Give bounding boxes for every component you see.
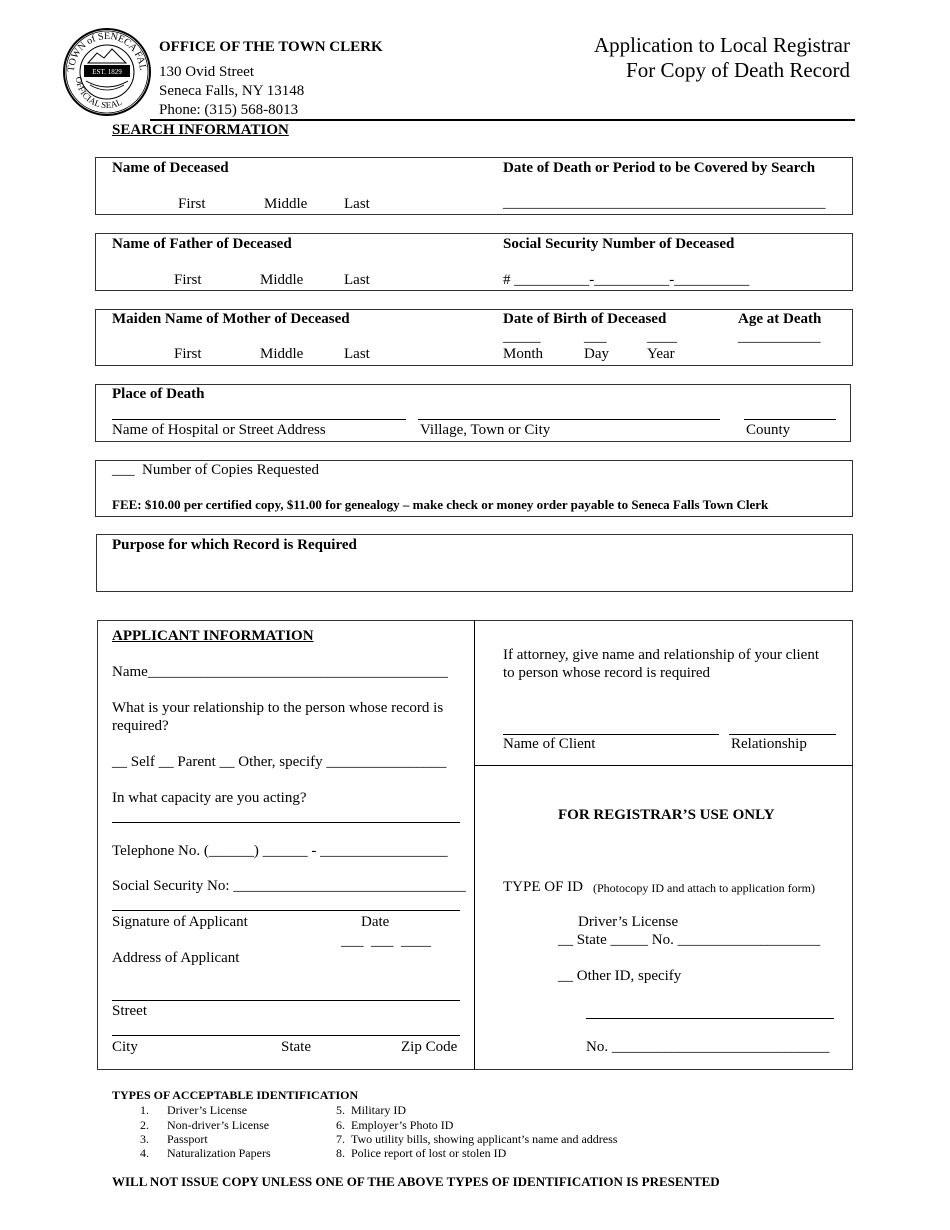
deceased-last-label: Last xyxy=(344,196,370,212)
village-label: Village, Town or City xyxy=(420,422,551,438)
deceased-first-label: First xyxy=(178,196,206,212)
mother-middle-label: Middle xyxy=(260,346,304,362)
dob-year-label: Year xyxy=(647,346,675,362)
date-of-death-label: Date of Death or Period to be Covered by Search xyxy=(503,160,816,176)
signature-label: Signature of Applicant xyxy=(112,914,248,930)
father-middle-label: Middle xyxy=(260,272,304,288)
id-type-2-num: 2. xyxy=(140,1118,149,1132)
drivers-license-label: Driver’s License xyxy=(578,914,679,930)
footer-warning: WILL NOT ISSUE COPY UNLESS ONE OF THE ABOVE TYPES OF IDENTIFICATION IS PRESENTED xyxy=(112,1174,720,1189)
client-relationship-label: Relationship xyxy=(731,736,807,752)
svg-text:OFFICIAL SEAL xyxy=(74,76,124,110)
date-of-death-field[interactable]: ___________________________________________ xyxy=(503,195,826,211)
seal-est: EST. 1829 xyxy=(92,68,122,76)
dob-month-field[interactable]: _____ xyxy=(503,329,541,345)
deceased-label: Name of Deceased xyxy=(112,160,229,176)
dob-year-field[interactable]: ____ xyxy=(647,329,677,345)
attorney-text-line1: If attorney, give name and relationship of your client xyxy=(503,647,820,663)
ssn-deceased-field[interactable]: # __________-__________-__________ xyxy=(503,272,750,288)
zip-label: Zip Code xyxy=(401,1039,458,1055)
applicant-heading: APPLICANT INFORMATION xyxy=(112,628,314,644)
deceased-middle-label: Middle xyxy=(264,196,308,212)
place-of-death-label: Place of Death xyxy=(112,386,205,402)
street-field[interactable] xyxy=(112,1000,460,1001)
village-field[interactable] xyxy=(418,419,720,420)
id-type-5-num: 5. xyxy=(336,1103,345,1117)
form-title-line1: Application to Local Registrar xyxy=(593,33,850,57)
relationship-question-line1: What is your relationship to the person whose record is xyxy=(112,700,444,716)
address-label: Address of Applicant xyxy=(112,950,240,966)
county-label: County xyxy=(746,422,791,438)
header-rule xyxy=(150,119,855,121)
capacity-label: In what capacity are you acting? xyxy=(112,790,307,806)
id-number-field[interactable]: No. _____________________________ xyxy=(586,1039,830,1055)
hospital-label: Name of Hospital or Street Address xyxy=(112,422,326,438)
type-of-id-note: (Photocopy ID and attach to application form) xyxy=(593,881,815,895)
id-type-5-label: Military ID xyxy=(351,1103,406,1117)
mother-last-label: Last xyxy=(344,346,370,362)
office-name: OFFICE OF THE TOWN CLERK xyxy=(159,39,383,55)
form-title-line2: For Copy of Death Record xyxy=(626,58,850,82)
relationship-question-line2: required? xyxy=(112,718,169,734)
father-label: Name of Father of Deceased xyxy=(112,236,292,252)
id-type-3-label: Passport xyxy=(167,1132,208,1146)
age-at-death-field[interactable]: ___________ xyxy=(738,329,821,345)
id-types-heading: TYPES OF ACCEPTABLE IDENTIFICATION xyxy=(112,1088,359,1102)
id-type-1-num: 1. xyxy=(140,1103,149,1117)
attorney-divider xyxy=(474,765,853,766)
registrar-heading: FOR REGISTRAR’S USE ONLY xyxy=(558,807,775,823)
id-type-3-num: 3. xyxy=(140,1132,149,1146)
type-of-id-label: TYPE OF ID xyxy=(503,879,584,895)
dob-month-label: Month xyxy=(503,346,544,362)
id-type-4-label: Naturalization Papers xyxy=(167,1146,271,1160)
mother-label: Maiden Name of Mother of Deceased xyxy=(112,311,350,327)
telephone-field[interactable]: Telephone No. (______) ______ - _________________ xyxy=(112,843,448,859)
seal-icon xyxy=(62,27,152,117)
applicant-name-field[interactable]: Name________________________________________ xyxy=(112,664,448,680)
father-last-label: Last xyxy=(344,272,370,288)
applicant-ssn-field[interactable]: Social Security No: _______________________________ xyxy=(112,878,466,894)
town-seal xyxy=(62,27,152,117)
client-relationship-field[interactable] xyxy=(729,734,836,735)
city-label: City xyxy=(112,1039,138,1055)
office-street: 130 Ovid Street xyxy=(159,64,254,80)
other-id-field[interactable] xyxy=(586,1018,834,1019)
county-field[interactable] xyxy=(744,419,836,420)
dob-day-label: Day xyxy=(584,346,609,362)
date-label: Date xyxy=(361,914,390,930)
hospital-field[interactable] xyxy=(112,419,406,420)
attorney-text-line2: to person whose record is required xyxy=(503,665,711,681)
copies-requested[interactable]: ___ Number of Copies Requested xyxy=(112,462,320,478)
capacity-field[interactable] xyxy=(112,822,460,823)
id-type-7-num: 7. xyxy=(336,1132,345,1146)
id-type-1-label: Driver’s License xyxy=(167,1103,248,1117)
id-type-7-label: Two utility bills, showing applicant’s name and address xyxy=(351,1132,618,1146)
id-type-6-label: Employer’s Photo ID xyxy=(351,1118,454,1132)
id-type-4-num: 4. xyxy=(140,1146,149,1160)
street-label: Street xyxy=(112,1003,147,1019)
applicant-divider xyxy=(474,620,475,1070)
client-name-field[interactable] xyxy=(503,734,719,735)
id-type-8-label: Police report of lost or stolen ID xyxy=(351,1146,507,1160)
city-state-zip-field[interactable] xyxy=(112,1035,460,1036)
other-id-option[interactable]: __ Other ID, specify xyxy=(558,968,682,984)
purpose-label: Purpose for which Record is Required xyxy=(112,537,357,553)
id-type-2-label: Non-driver’s License xyxy=(167,1118,270,1132)
seal-ring-top: TOWN of SENECA FAL xyxy=(65,30,149,73)
dob-label: Date of Birth of Deceased xyxy=(503,311,667,327)
client-name-label: Name of Client xyxy=(503,736,596,752)
state-label: State xyxy=(281,1039,311,1055)
office-phone: Phone: (315) 568-8013 xyxy=(159,102,299,118)
signature-field[interactable] xyxy=(112,910,460,911)
office-city: Seneca Falls, NY 13148 xyxy=(159,83,305,99)
id-type-6-num: 6. xyxy=(336,1118,345,1132)
age-at-death-label: Age at Death xyxy=(738,311,822,327)
mother-first-label: First xyxy=(174,346,202,362)
fee-note: FEE: $10.00 per certified copy, $11.00 for genealogy – make check or money order payable to Seneca Falls Town Clerk xyxy=(112,497,769,512)
dob-day-field[interactable]: ___ xyxy=(584,329,607,345)
search-heading: SEARCH INFORMATION xyxy=(112,122,289,138)
date-field[interactable]: ___ ___ ____ xyxy=(341,933,431,949)
id-type-8-num: 8. xyxy=(336,1146,345,1160)
seal-ring-bottom: OFFICIAL SEAL xyxy=(73,76,124,111)
relationship-options[interactable]: __ Self __ Parent __ Other, specify ________________ xyxy=(112,754,447,770)
ssn-deceased-label: Social Security Number of Deceased xyxy=(503,236,735,252)
drivers-license-state-no[interactable]: __ State _____ No. ___________________ xyxy=(558,932,821,948)
father-first-label: First xyxy=(174,272,202,288)
